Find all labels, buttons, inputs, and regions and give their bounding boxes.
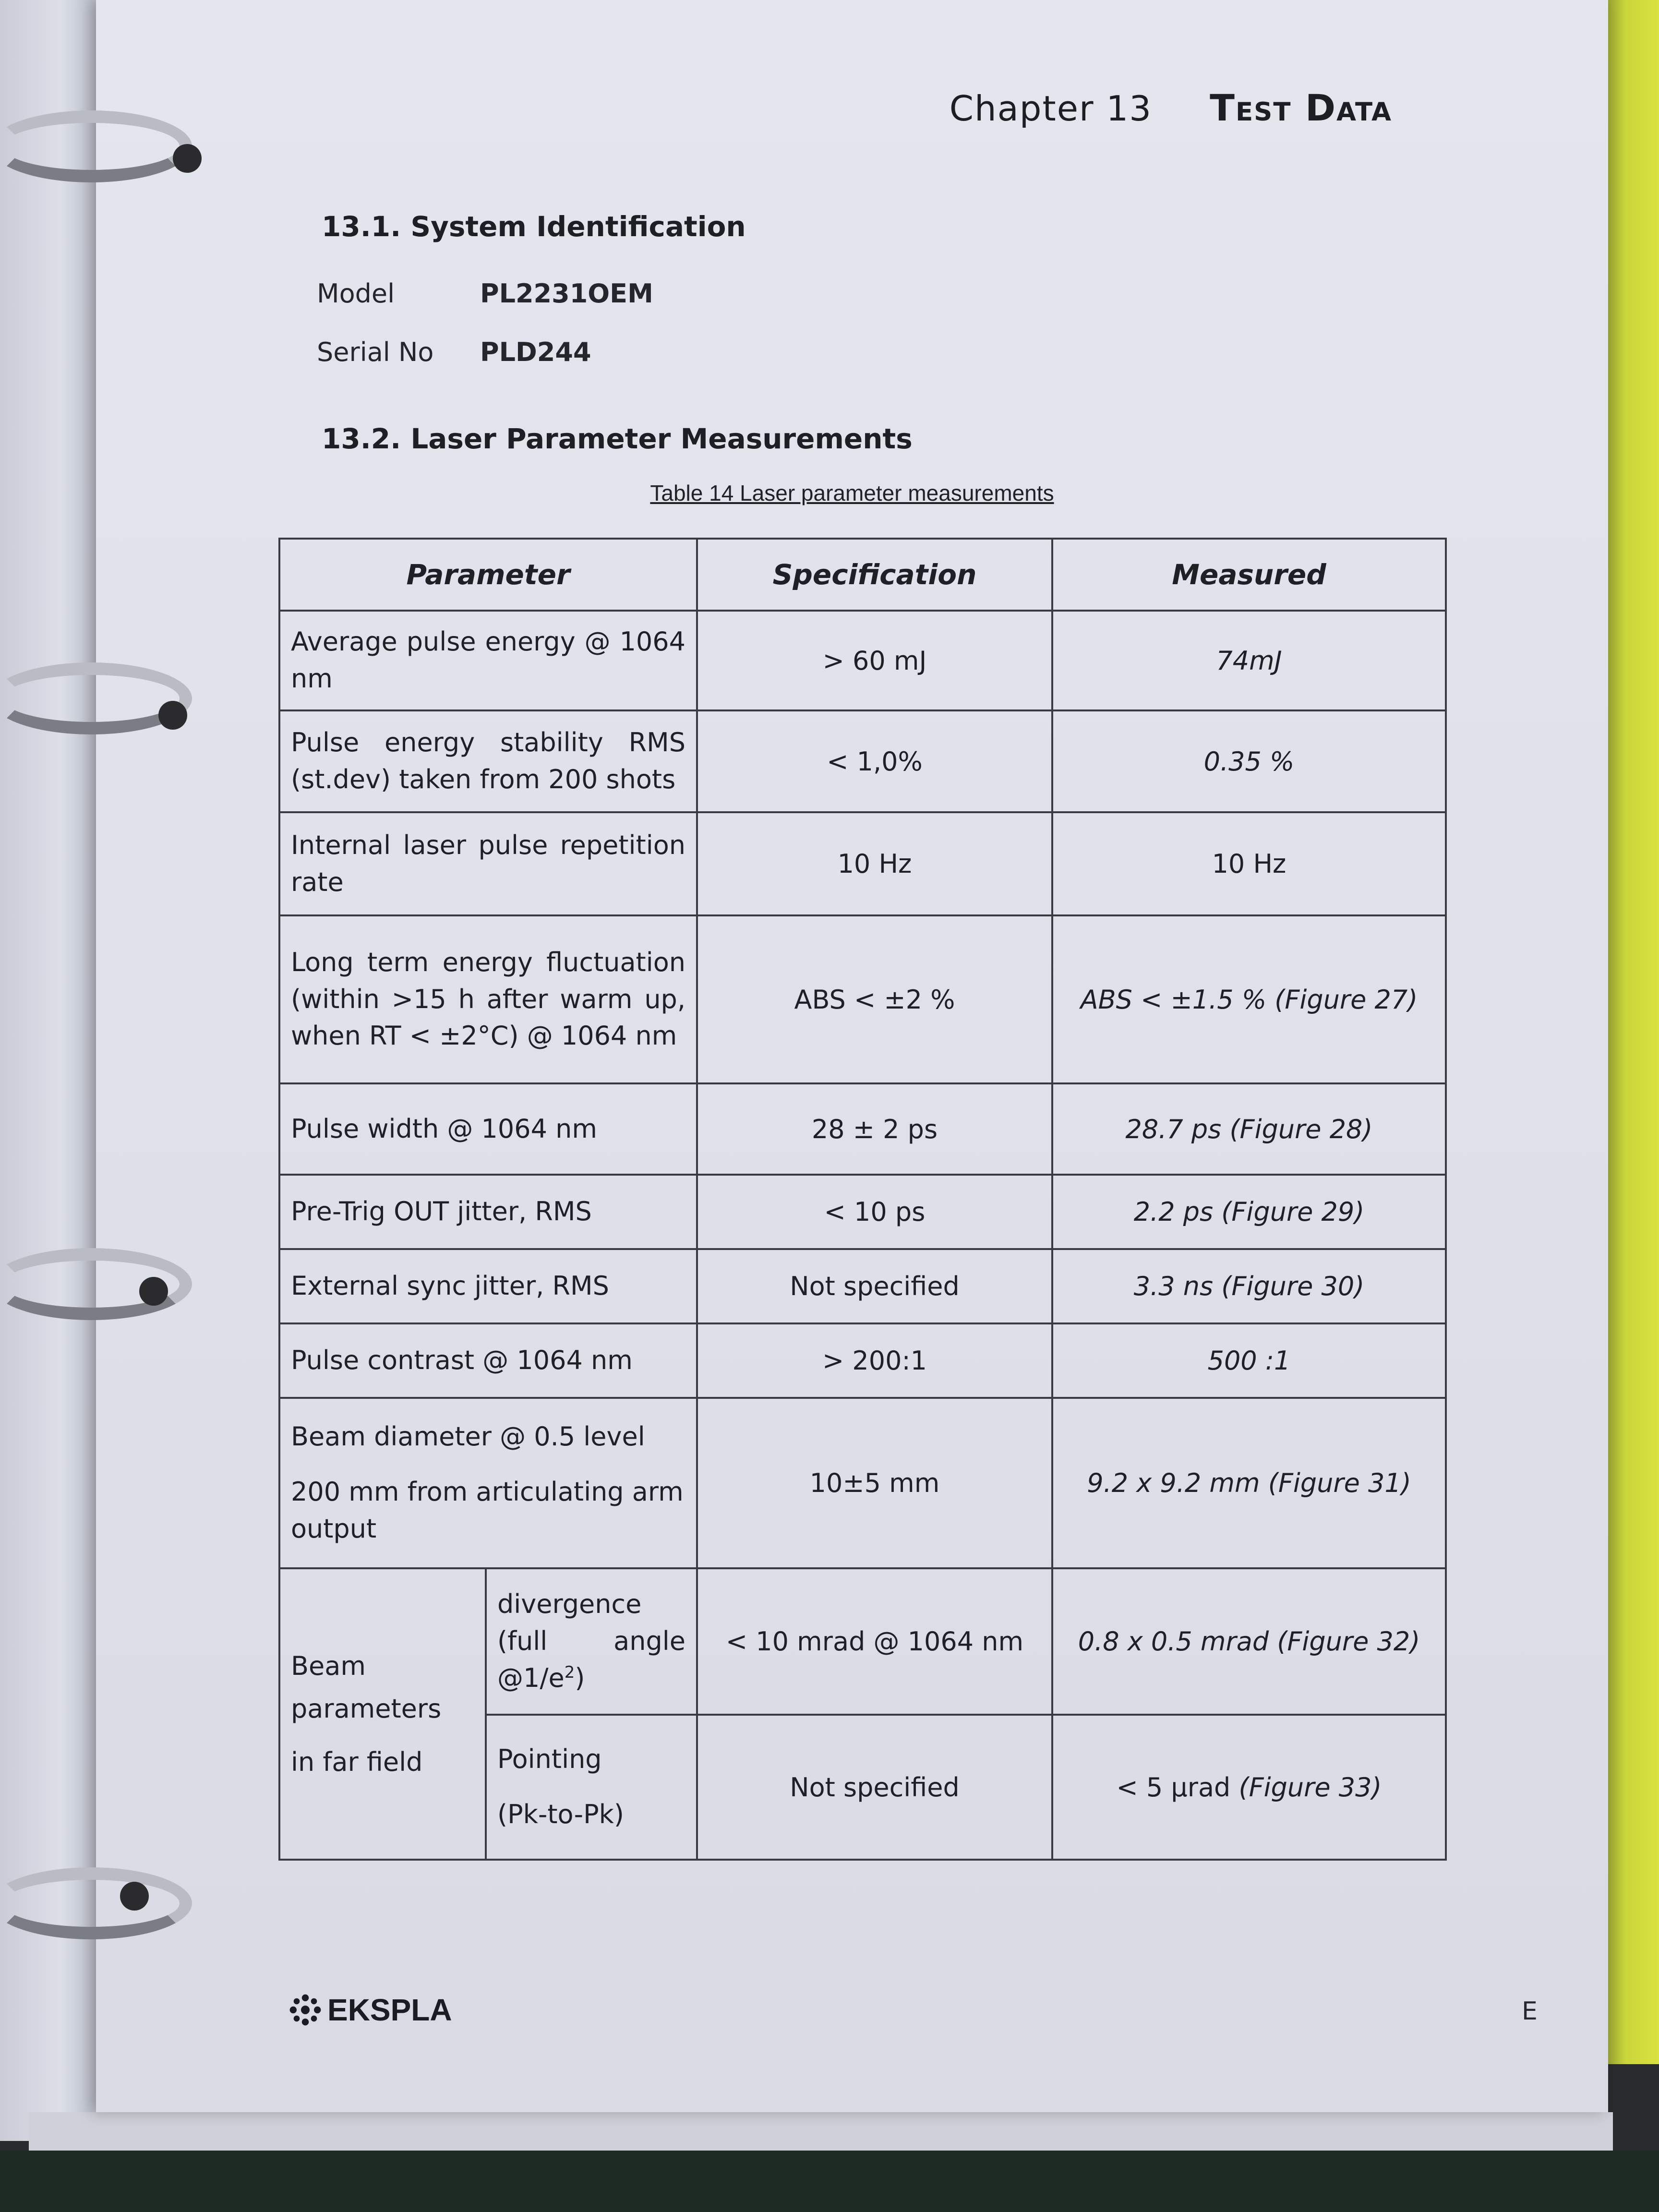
far-field-group-cell — [279, 1568, 486, 1860]
document-page — [96, 0, 1608, 2112]
page-stack-edge — [29, 2112, 1613, 2151]
measured-cell: 28.7 ps (Figure 28) — [1052, 1083, 1446, 1175]
header-measured: Measured — [1052, 539, 1446, 611]
ekspla-logo-icon — [288, 1993, 323, 2027]
measured-cell: 2.2 ps (Figure 29) — [1052, 1175, 1446, 1249]
divergence-label-end: ) — [575, 1662, 585, 1693]
specification-cell: 28 ± 2 ps — [697, 1083, 1052, 1175]
measured-cell: 9.2 x 9.2 mm (Figure 31) — [1052, 1398, 1446, 1568]
table-row — [279, 1398, 1446, 1568]
parameter-cell: Pre-Trig OUT jitter, RMS — [279, 1175, 697, 1249]
binder-left-cover — [0, 0, 110, 2141]
binder-ring-hole — [158, 701, 187, 730]
table-row — [279, 1175, 1446, 1249]
specification-cell: > 60 mJ — [697, 611, 1052, 710]
chapter-title: Test Data — [1210, 86, 1392, 129]
measured-cell: 3.3 ns (Figure 30) — [1052, 1249, 1446, 1323]
model-label: Model — [317, 278, 395, 309]
parameter-cell — [279, 1398, 697, 1568]
far-field-line1: Beam — [291, 1650, 366, 1681]
specification-cell: > 200:1 — [697, 1323, 1052, 1398]
specification-cell: 10±5 mm — [697, 1398, 1052, 1568]
pointing-label-line1: Pointing — [497, 1744, 602, 1775]
parameter-cell: Internal laser pulse repetition rate — [279, 812, 697, 915]
parameter-cell: External sync jitter, RMS — [279, 1249, 697, 1323]
far-field-line2: parameters — [291, 1693, 442, 1724]
table-row — [279, 915, 1446, 1083]
background-surface — [0, 2151, 1659, 2212]
pointing-label-line2: (Pk-to-Pk) — [497, 1799, 624, 1829]
parameter-cell: Pulse contrast @ 1064 nm — [279, 1323, 697, 1398]
specification-cell: 10 Hz — [697, 812, 1052, 915]
section-title-laser-parameters: 13.2. Laser Parameter Measurements — [322, 422, 913, 455]
binder-ring-hole — [173, 144, 202, 173]
binder-right-cover — [1603, 0, 1659, 2064]
table-header-row — [279, 539, 1446, 611]
beam-diameter-line2: 200 mm from articulating arm output — [291, 1477, 684, 1544]
measured-cell: ABS < ±1.5 % (Figure 27) — [1052, 915, 1446, 1083]
divergence-label-cell — [486, 1568, 697, 1715]
divergence-label: divergence (full angle @1/e — [497, 1589, 685, 1693]
divergence-label-sup: 2 — [564, 1662, 575, 1682]
far-field-line3: in far field — [291, 1747, 423, 1778]
chapter-header — [950, 86, 1392, 129]
table-caption: Table 14 Laser parameter measurements — [650, 481, 1054, 505]
parameter-cell: Pulse energy stability RMS (st.dev) taken from 200 shots — [279, 710, 697, 812]
table-row — [279, 1249, 1446, 1323]
ekspla-logo — [288, 1992, 452, 2028]
specification-cell: Not specified — [697, 1249, 1052, 1323]
pointing-measured-value: < 5 µrad — [1116, 1772, 1231, 1803]
table-row — [279, 812, 1446, 915]
section-title-system-identification: 13.1. System Identification — [322, 210, 746, 243]
parameter-cell: Pulse width @ 1064 nm — [279, 1083, 697, 1175]
header-specification: Specification — [697, 539, 1052, 611]
table-row — [279, 1083, 1446, 1175]
measured-cell: 74mJ — [1052, 611, 1446, 710]
measured-cell: 500 :1 — [1052, 1323, 1446, 1398]
pointing-measured-cell — [1052, 1715, 1446, 1860]
specification-cell: < 10 ps — [697, 1175, 1052, 1249]
serial-label: Serial No — [317, 337, 434, 367]
serial-value: PLD244 — [480, 337, 591, 367]
pointing-label-cell — [486, 1715, 697, 1860]
measured-cell: 0.35 % — [1052, 710, 1446, 812]
specification-cell: ABS < ±2 % — [697, 915, 1052, 1083]
model-value: PL2231OEM — [480, 278, 653, 309]
binder-ring-hole — [120, 1882, 149, 1911]
table-row — [279, 1568, 1446, 1715]
divergence-specification-cell: < 10 mrad @ 1064 nm — [697, 1568, 1052, 1715]
specification-cell: < 1,0% — [697, 710, 1052, 812]
table-row — [279, 1323, 1446, 1398]
pointing-measured-figure: (Figure 33) — [1238, 1772, 1382, 1803]
parameter-cell: Average pulse energy @ 1064 nm — [279, 611, 697, 710]
parameter-cell: Long term energy fluctuation (within >15 h after warm up, when RT < ±2°C) @ 1064 nm — [279, 915, 697, 1083]
ekspla-logo-text: EKSPLA — [327, 1993, 452, 2027]
pointing-specification-cell: Not specified — [697, 1715, 1052, 1860]
serial-row — [317, 337, 591, 367]
model-row — [317, 278, 653, 309]
laser-parameter-table — [278, 538, 1447, 1861]
table-row — [279, 611, 1446, 710]
beam-diameter-line1: Beam diameter @ 0.5 level — [291, 1421, 645, 1452]
binder-ring-hole — [139, 1277, 168, 1306]
measured-cell: 10 Hz — [1052, 812, 1446, 915]
page-number: E — [1522, 1997, 1538, 2026]
table-row — [279, 710, 1446, 812]
header-parameter: Parameter — [279, 539, 697, 611]
divergence-measured-cell: 0.8 x 0.5 mrad (Figure 32) — [1052, 1568, 1446, 1715]
chapter-number: Chapter 13 — [949, 88, 1153, 129]
